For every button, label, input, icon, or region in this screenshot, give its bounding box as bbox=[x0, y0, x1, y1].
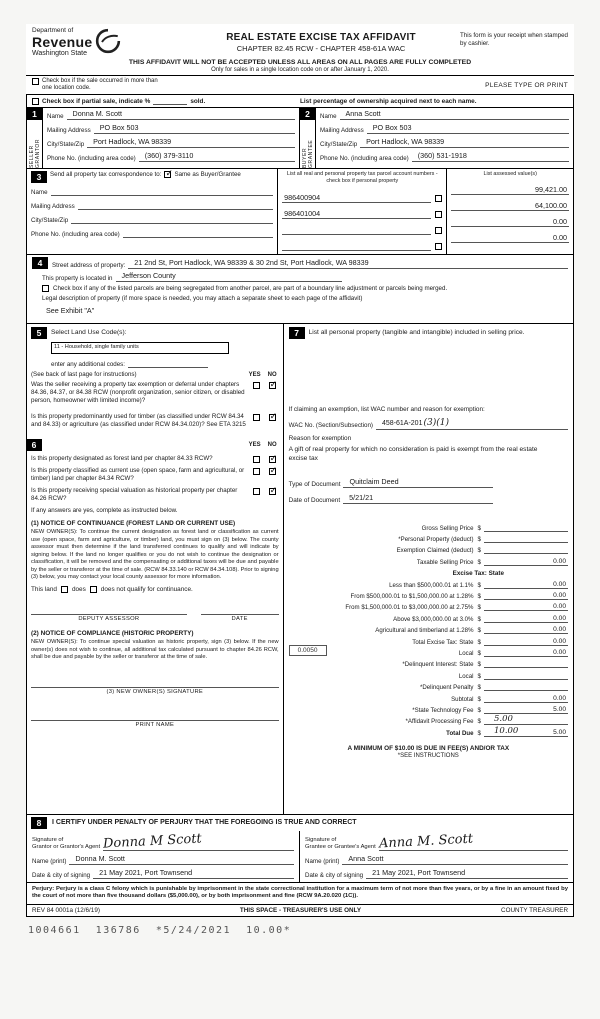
handwritten-fee-value: 5.00 bbox=[494, 714, 513, 725]
tax-row bbox=[289, 668, 568, 679]
dollar-sign: $ bbox=[477, 627, 481, 635]
corr-phone-label: Phone No. (including area code) bbox=[31, 231, 120, 239]
grantor-signature-field[interactable] bbox=[103, 832, 294, 851]
tax-label: Above $3,000,000.00 at 3.0% bbox=[393, 615, 474, 623]
form-footer bbox=[26, 905, 574, 917]
buyer-phone-field[interactable]: (360) 531-1918 bbox=[412, 152, 569, 162]
same-as-buyer-checkbox[interactable] bbox=[164, 171, 171, 178]
local-rate-box: 0.0050 bbox=[289, 645, 327, 656]
print-name-label: PRINT NAME bbox=[135, 721, 175, 728]
send-correspondence-label: Send all property tax correspondence to: bbox=[50, 171, 162, 179]
section-4-number: 4 bbox=[32, 257, 48, 269]
form-header bbox=[26, 24, 574, 57]
corr-name-label: Name bbox=[31, 189, 48, 197]
section-2-number: 2 bbox=[300, 108, 316, 120]
grantee-date-city-field[interactable]: 21 May 2021, Port Townsend bbox=[366, 869, 568, 879]
question-row bbox=[31, 381, 279, 405]
section-3-number: 3 bbox=[31, 171, 47, 183]
buyer-mailing-field[interactable]: PO Box 503 bbox=[367, 124, 569, 134]
street-address-field[interactable]: 21 2nd St, Port Hadlock, WA 98339 & 30 2nd St, Port Hadlock, WA 98339 bbox=[128, 259, 568, 269]
assessed-value-field[interactable]: 0.00 bbox=[451, 229, 569, 243]
yes-checkbox[interactable] bbox=[253, 382, 260, 389]
tax-row bbox=[289, 714, 568, 725]
deputy-assessor-signature-field[interactable] bbox=[31, 603, 187, 615]
receipt-note: This form is your receipt when stamped by cashier. bbox=[460, 32, 568, 47]
parcel-number-field[interactable]: 986401004 bbox=[282, 209, 431, 219]
grantor-side-label: GRANTOR bbox=[34, 139, 41, 169]
dollar-sign: $ bbox=[477, 581, 481, 589]
question-text: Is this property receiving special valuation as historical property per chapter 84.26 RCW? bbox=[31, 487, 238, 503]
tax-value: 5.00 bbox=[553, 705, 566, 713]
tax-row bbox=[289, 634, 568, 645]
dollar-sign: $ bbox=[477, 661, 481, 669]
section-1-number: 1 bbox=[27, 108, 43, 120]
question-text: Is this property classified as current use (open space, farm and agricultural, or timber) land per chapter 84.34 RCW? bbox=[31, 467, 245, 483]
tax-value-field[interactable] bbox=[484, 603, 568, 611]
yes-column-label: YES bbox=[248, 371, 261, 378]
county-treasurer-label: COUNTY TREASURER bbox=[501, 907, 568, 915]
buyer-csz-label: City/State/Zip bbox=[320, 141, 358, 149]
dollar-sign: $ bbox=[477, 536, 481, 544]
parties-section bbox=[26, 107, 574, 169]
grantee-name-print-label: Name (print) bbox=[305, 857, 340, 865]
question-row bbox=[31, 467, 279, 483]
section-6-number: 6 bbox=[26, 439, 42, 451]
question-row bbox=[31, 455, 279, 463]
notice-compliance-body: NEW OWNER(S): To continue special valuation as historic property, sign (3) below. If the new owner(s) does not wish to continue, all additional tax calculated pursuant to chapter 84.26 RCW, shall be due and payable by the seller or transferor at the time of sale. bbox=[31, 639, 279, 661]
wac-number-field[interactable] bbox=[376, 418, 568, 430]
see-instructions-note: *SEE INSTRUCTIONS bbox=[397, 752, 459, 759]
partial-sale-label: Check box if partial sale, indicate % bbox=[42, 98, 151, 106]
dollar-sign: $ bbox=[477, 558, 481, 566]
corr-csz-label: City/State/Zip bbox=[31, 217, 69, 225]
tax-row bbox=[289, 691, 568, 702]
date-label: DATE bbox=[231, 616, 248, 623]
reason-exemption-label: Reason for exemption bbox=[288, 434, 352, 442]
tax-value-field[interactable] bbox=[484, 667, 568, 668]
yes-column-label: YES bbox=[248, 442, 261, 449]
no-checkbox[interactable] bbox=[269, 382, 276, 389]
does-checkbox[interactable] bbox=[61, 586, 68, 593]
dollar-sign: $ bbox=[477, 672, 481, 680]
tax-row bbox=[289, 577, 568, 588]
tax-value-field[interactable] bbox=[484, 558, 568, 566]
perjury-notice: Perjury: Perjury is a class C felony which is punishable by imprisonment in the state correctional institution for a maximum term of not more than five years, or by a fine in an amount fixed by the court of not more than five thousand dollars ($5,000.00), or by both imprisonment and fine (RCW 9A.20.020 (1C)). bbox=[26, 883, 574, 905]
parcel-number-field[interactable] bbox=[282, 242, 431, 251]
grantee-side-label: GRANTEE bbox=[307, 139, 314, 169]
question-row bbox=[31, 413, 279, 429]
tax-label: *Delinquent Penalty bbox=[419, 684, 474, 692]
tax-value-field[interactable] bbox=[484, 615, 568, 623]
personal-property-list-area[interactable] bbox=[289, 342, 568, 406]
grantee-sig-label-1: Signature of bbox=[305, 836, 337, 843]
grantee-signature-block bbox=[300, 831, 573, 882]
washington-state-label: Washington State bbox=[32, 49, 87, 57]
tax-label: *Affidavit Processing Fee bbox=[405, 718, 474, 726]
tax-label: Gross Selling Price bbox=[421, 524, 474, 532]
tax-label: From $1,500,000.01 to $3,000,000.00 at 2.75% bbox=[345, 604, 474, 612]
partial-sale-percent-field[interactable] bbox=[153, 97, 187, 105]
doc-date-field[interactable]: 5/21/21 bbox=[343, 494, 493, 504]
cashier-stamp-line: 1004661 136786 *5/24/2021 10.00* bbox=[28, 925, 292, 937]
question-row bbox=[31, 487, 279, 503]
notice-continuance-title: (1) NOTICE OF CONTINUANCE (FOREST LAND OR CURRENT USE) bbox=[31, 520, 236, 528]
this-land-label: This land bbox=[31, 586, 57, 594]
grantor-signature-block bbox=[27, 831, 300, 882]
seller-csz-field[interactable]: Port Hadlock, WA 98339 bbox=[87, 138, 295, 148]
multi-location-checkbox[interactable] bbox=[32, 78, 39, 85]
dollar-sign: $ bbox=[477, 706, 481, 714]
tax-value-field[interactable] bbox=[484, 542, 568, 543]
parcel-row bbox=[282, 204, 442, 219]
tax-row bbox=[289, 543, 568, 554]
dollar-sign: $ bbox=[477, 604, 481, 612]
parcel-numbers-header: List all real and personal property tax parcel account numbers - check box if personal property bbox=[286, 171, 438, 184]
tax-row bbox=[289, 657, 568, 668]
tax-value-field[interactable] bbox=[484, 638, 568, 646]
tax-label: Total Excise Tax: State bbox=[412, 638, 474, 646]
tax-table bbox=[289, 520, 568, 736]
dollar-sign: $ bbox=[477, 718, 481, 726]
grantor-name-field[interactable]: Donna M. Scott bbox=[69, 855, 294, 865]
partial-sale-row bbox=[26, 94, 574, 108]
assessed-value-field[interactable]: 99,421.00 bbox=[451, 181, 569, 195]
dollar-sign: $ bbox=[477, 729, 481, 737]
corr-mailing-field[interactable] bbox=[78, 200, 273, 210]
dor-logo bbox=[32, 28, 182, 57]
buyer-csz-field[interactable]: Port Hadlock, WA 98339 bbox=[360, 138, 569, 148]
grantor-date-city-label: Date & city of signing bbox=[32, 871, 91, 879]
tax-label: *State Technology Fee bbox=[412, 706, 474, 714]
pre-header-row bbox=[26, 76, 574, 94]
located-county-field[interactable]: Jefferson County bbox=[116, 272, 342, 282]
legal-description-label: Legal description of property (if more space is needed, you may attach a separate sheet to each page of the affidavit) bbox=[42, 294, 363, 302]
tax-label: Local bbox=[458, 649, 474, 657]
tax-row bbox=[289, 600, 568, 611]
tax-value-field[interactable] bbox=[484, 531, 568, 532]
section-8-number: 8 bbox=[31, 817, 47, 829]
yes-checkbox[interactable] bbox=[253, 456, 260, 463]
reason-exemption-field[interactable]: A gift of real property for which no consideration is paid is exempt from the real estate excise tax bbox=[288, 445, 538, 463]
parcel-number-field[interactable]: 986400904 bbox=[282, 193, 431, 203]
seller-phone-field[interactable]: (360) 379-3110 bbox=[139, 152, 295, 162]
right-column bbox=[284, 324, 573, 814]
tax-value-field[interactable] bbox=[484, 679, 568, 680]
excise-tax-state-header bbox=[289, 566, 568, 577]
revenue-swirl-icon bbox=[95, 28, 121, 54]
tax-value-field[interactable] bbox=[484, 695, 568, 703]
assessed-values-header: List assessed value(s) bbox=[483, 171, 537, 178]
form-title: REAL ESTATE EXCISE TAX AFFIDAVIT bbox=[226, 32, 416, 43]
tax-value: 0.00 bbox=[553, 637, 566, 645]
tax-label: Exemption Claimed (deduct) bbox=[396, 547, 474, 555]
corr-name-field[interactable] bbox=[51, 186, 274, 196]
form-warning: THIS AFFIDAVIT WILL NOT BE ACCEPTED UNLESS ALL AREAS ON ALL PAGES ARE FULLY COMPLETED bbox=[128, 58, 472, 66]
tax-value-field[interactable] bbox=[484, 714, 568, 725]
tax-label: Excise Tax: State bbox=[452, 570, 504, 578]
grantor-name-print-label: Name (print) bbox=[32, 857, 67, 865]
wac-handwritten-value: (3)(1) bbox=[423, 417, 449, 428]
tax-row bbox=[289, 554, 568, 565]
tax-value-field[interactable] bbox=[484, 553, 568, 554]
same-as-buyer-label: Same as Buyer/Grantee bbox=[174, 171, 241, 179]
see-back-note: (See back of last page for instructions) bbox=[31, 370, 137, 378]
question-text: Is this property predominantly used for timber (as classified under RCW 84.34 and 84.33) or agriculture (as classified under RCW 84.34.020)? See ETA 3215 bbox=[31, 413, 246, 429]
certify-statement: I CERTIFY UNDER PENALTY OF PERJURY THAT THE FOREGOING IS TRUE AND CORRECT bbox=[52, 819, 357, 827]
question-text: Is this property designated as forest land per chapter 84.33 RCW? bbox=[31, 455, 213, 463]
notice-continuance-body: NEW OWNER(S): To continue the current designation as forest land or classification as current use (open space, farm and agriculture, or timber) land, you must sign on (3) below. The county assessor must then determine if the land transferred continues to qualify and will indicate by signing below. If the land no longer qualifies or you do not wish to continue the designation or classification, it will be removed and the compensating or additional taxes will be due and payable by the seller or transferor at the time of sale. (RCW 84.33.140 or RCW 84.34.108). Prior to signing (3) below, you may contact your local county assessor for more information. bbox=[31, 529, 279, 580]
buyer-section bbox=[300, 107, 574, 169]
seller-csz-label: City/State/Zip bbox=[47, 141, 85, 149]
ownership-note: List percentage of ownership acquired next to each name. bbox=[300, 98, 477, 106]
legal-description-field[interactable]: See Exhibit "A" bbox=[46, 305, 95, 315]
seller-name-field[interactable]: Donna M. Scott bbox=[67, 110, 295, 120]
section-5-number: 5 bbox=[31, 327, 47, 339]
parcel-personal-checkbox[interactable] bbox=[435, 195, 442, 202]
buyer-mailing-label: Mailing Address bbox=[320, 127, 364, 135]
minimum-due-note: A MINIMUM OF $10.00 IS DUE IN FEE(S) AND/OR TAX bbox=[347, 744, 510, 752]
tax-value: 5.00 bbox=[553, 728, 566, 736]
parcel-personal-checkbox[interactable] bbox=[435, 243, 442, 250]
yes-checkbox[interactable] bbox=[253, 468, 260, 475]
deputy-date-field[interactable] bbox=[201, 603, 279, 615]
rev-form-number: REV 84 0001a (12/6/19) bbox=[32, 907, 100, 915]
dollar-sign: $ bbox=[477, 649, 481, 657]
tax-value: 0.00 bbox=[553, 694, 566, 702]
property-section bbox=[26, 254, 574, 324]
revenue-label: Revenue bbox=[32, 33, 93, 50]
no-checkbox[interactable] bbox=[269, 414, 276, 421]
doc-type-field[interactable]: Quitclaim Deed bbox=[343, 478, 493, 488]
parcel-personal-checkbox[interactable] bbox=[435, 227, 442, 234]
parcel-row bbox=[282, 236, 442, 251]
seller-phone-label: Phone No. (including area code) bbox=[47, 155, 136, 163]
tax-value-field[interactable] bbox=[484, 690, 568, 691]
parcel-number-field[interactable] bbox=[282, 226, 431, 235]
tax-label: Subtotal bbox=[451, 695, 474, 703]
no-column-label: NO bbox=[267, 442, 277, 449]
no-checkbox[interactable] bbox=[269, 488, 276, 495]
grantee-date-city-label: Date & city of signing bbox=[305, 871, 364, 879]
tax-row bbox=[289, 703, 568, 714]
if-yes-note: If any answers are yes, complete as instructed below. bbox=[31, 507, 178, 515]
does-not-label: does not qualify for continuance. bbox=[100, 586, 193, 594]
tax-row bbox=[289, 623, 568, 634]
tax-value: 0.00 bbox=[553, 557, 566, 565]
partial-sale-checkbox[interactable] bbox=[32, 98, 39, 105]
new-owner-signature-label: (3) NEW OWNER(S) SIGNATURE bbox=[106, 688, 204, 695]
wac-number-label: WAC No. (Section/Subsection) bbox=[288, 422, 373, 430]
grantee-sig-label-2: Grantee or Grantee's Agent bbox=[305, 843, 376, 850]
multi-location-label: Check box if the sale occurred in more than one location code. bbox=[42, 77, 158, 92]
doc-type-label: Type of Document bbox=[288, 480, 341, 488]
grantor-sig-label-1: Signature of bbox=[32, 836, 64, 843]
tax-label: Agricultural and timberland at 1.28% bbox=[375, 627, 474, 635]
tax-row bbox=[289, 611, 568, 622]
segregated-checkbox[interactable] bbox=[42, 285, 49, 292]
tax-row bbox=[289, 520, 568, 531]
tax-value: 0.00 bbox=[553, 592, 566, 600]
tax-value-field[interactable] bbox=[484, 581, 568, 589]
street-address-label: Street address of property: bbox=[52, 261, 126, 269]
new-owner-signature-field[interactable] bbox=[31, 676, 279, 688]
assessed-value-field[interactable]: 0.00 bbox=[451, 213, 569, 227]
tax-value-field[interactable] bbox=[484, 649, 568, 657]
doc-date-label: Date of Document bbox=[288, 496, 341, 504]
grantee-signature-field[interactable] bbox=[379, 832, 568, 851]
parcel-personal-checkbox[interactable] bbox=[435, 211, 442, 218]
tax-label: Local bbox=[458, 672, 474, 680]
tax-label: *Personal Property (deduct) bbox=[398, 536, 474, 544]
left-column bbox=[27, 324, 284, 814]
land-use-title: Select Land Use Code(s): bbox=[51, 329, 127, 337]
land-use-code-field[interactable]: 11 - Household, single family units bbox=[51, 342, 229, 354]
personal-property-title: List all personal property (tangible and intangible) included in selling price. bbox=[308, 329, 525, 337]
buyer-side-label: BUYER bbox=[301, 147, 308, 169]
corr-csz-field[interactable] bbox=[71, 214, 273, 224]
dollar-sign: $ bbox=[477, 547, 481, 555]
tax-row bbox=[289, 589, 568, 600]
form-chapter: CHAPTER 82.45 RCW - CHAPTER 458-61A WAC bbox=[236, 44, 406, 53]
segregated-label: Check box if any of the listed parcels are being segregated from another parcel, are part of a boundary line adjustment or parcels being merged. bbox=[53, 284, 448, 292]
grantor-sig-label-2: Grantor or Grantor's Agent bbox=[32, 843, 101, 850]
certification-section bbox=[26, 814, 574, 883]
assessed-value-field[interactable]: 64,100.00 bbox=[451, 197, 569, 211]
deputy-assessor-label: DEPUTY ASSESSOR bbox=[78, 616, 140, 623]
tax-label: Taxable Selling Price bbox=[416, 558, 474, 566]
wac-printed-value: 458-61A-201 bbox=[381, 419, 423, 427]
grantee-signature: Anna M. Scott bbox=[378, 831, 474, 852]
located-in-label: This property is located in bbox=[42, 274, 113, 282]
buyer-name-field[interactable]: Anna Scott bbox=[340, 110, 569, 120]
no-column-label: NO bbox=[267, 371, 277, 378]
tax-label: Total Due bbox=[446, 729, 474, 737]
local-rate-row bbox=[289, 646, 568, 657]
corr-phone-field[interactable] bbox=[123, 228, 273, 238]
tax-value-field[interactable] bbox=[484, 592, 568, 600]
partial-sale-sold-label: sold. bbox=[190, 98, 206, 106]
dept-of-label: Department of bbox=[32, 27, 74, 34]
tax-label: *Delinquent Interest: State bbox=[402, 661, 474, 669]
handwritten-total-value: 10.00 bbox=[494, 725, 519, 736]
corr-mailing-label: Mailing Address bbox=[31, 203, 75, 211]
section-7-number: 7 bbox=[289, 327, 305, 339]
yes-checkbox[interactable] bbox=[253, 488, 260, 495]
grantee-name-field[interactable]: Anna Scott bbox=[342, 855, 568, 865]
dollar-sign: $ bbox=[477, 524, 481, 532]
print-name-field[interactable] bbox=[31, 709, 279, 721]
tax-label: From $500,000.01 to $1,500,000.00 at 1.28% bbox=[350, 593, 474, 601]
buyer-name-label: Name bbox=[320, 113, 337, 121]
seller-mailing-label: Mailing Address bbox=[47, 127, 91, 135]
tax-value-field[interactable] bbox=[484, 626, 568, 634]
dollar-sign: $ bbox=[477, 638, 481, 646]
tax-value-field[interactable] bbox=[484, 706, 568, 714]
tax-value: 0.00 bbox=[553, 614, 566, 622]
tax-value-field[interactable] bbox=[484, 726, 568, 737]
does-label: does bbox=[71, 586, 86, 594]
correspondence-section bbox=[26, 168, 574, 255]
yes-checkbox[interactable] bbox=[253, 414, 260, 421]
seller-section bbox=[26, 107, 300, 169]
no-checkbox[interactable] bbox=[269, 468, 276, 475]
dollar-sign: $ bbox=[477, 684, 481, 692]
tax-value: 0.00 bbox=[553, 603, 566, 611]
seller-mailing-field[interactable]: PO Box 503 bbox=[94, 124, 295, 134]
tax-value: 0.00 bbox=[553, 626, 566, 634]
please-type-label: PLEASE TYPE OR PRINT bbox=[485, 81, 568, 89]
treasurer-space-label: THIS SPACE - TREASURER'S USE ONLY bbox=[239, 907, 362, 915]
tax-row bbox=[289, 532, 568, 543]
seller-name-label: Name bbox=[47, 113, 64, 121]
dollar-sign: $ bbox=[477, 695, 481, 703]
buyer-phone-label: Phone No. (including area code) bbox=[320, 155, 409, 163]
no-checkbox[interactable] bbox=[269, 456, 276, 463]
single-location-note: Only for sales in a single location code on or after January 1, 2020. bbox=[26, 67, 574, 76]
total-due-row bbox=[289, 725, 568, 736]
parcel-row bbox=[282, 188, 442, 203]
grantor-date-city-field[interactable]: 21 May 2021, Port Townsend bbox=[93, 869, 294, 879]
additional-codes-label: enter any additional codes: bbox=[51, 360, 125, 368]
does-not-checkbox[interactable] bbox=[90, 586, 97, 593]
exemption-intro: If claiming an exemption, list WAC number and reason for exemption: bbox=[288, 405, 485, 413]
tax-row bbox=[289, 680, 568, 691]
dollar-sign: $ bbox=[477, 615, 481, 623]
affidavit-form bbox=[26, 24, 574, 917]
notice-compliance-title: (2) NOTICE OF COMPLIANCE (HISTORIC PROPERTY) bbox=[31, 630, 194, 638]
parcel-row bbox=[282, 220, 442, 235]
tax-value: 0.00 bbox=[553, 580, 566, 588]
tax-value: 0.00 bbox=[553, 648, 566, 656]
dollar-sign: $ bbox=[477, 593, 481, 601]
main-columns bbox=[26, 323, 574, 815]
grantor-signature: Donna M Scott bbox=[102, 831, 203, 852]
question-text: Was the seller receiving a property tax exemption or deferral under chapters 84.36, 84.37, or 84.38 RCW (nonprofit organization, senior citizen, or disabled person, homeowner with limited income)? bbox=[31, 380, 245, 404]
seller-side-label: SELLER bbox=[28, 145, 35, 169]
tax-label: Less than $500,000.01 at 1.1% bbox=[389, 581, 474, 589]
additional-codes-field[interactable] bbox=[128, 358, 208, 368]
